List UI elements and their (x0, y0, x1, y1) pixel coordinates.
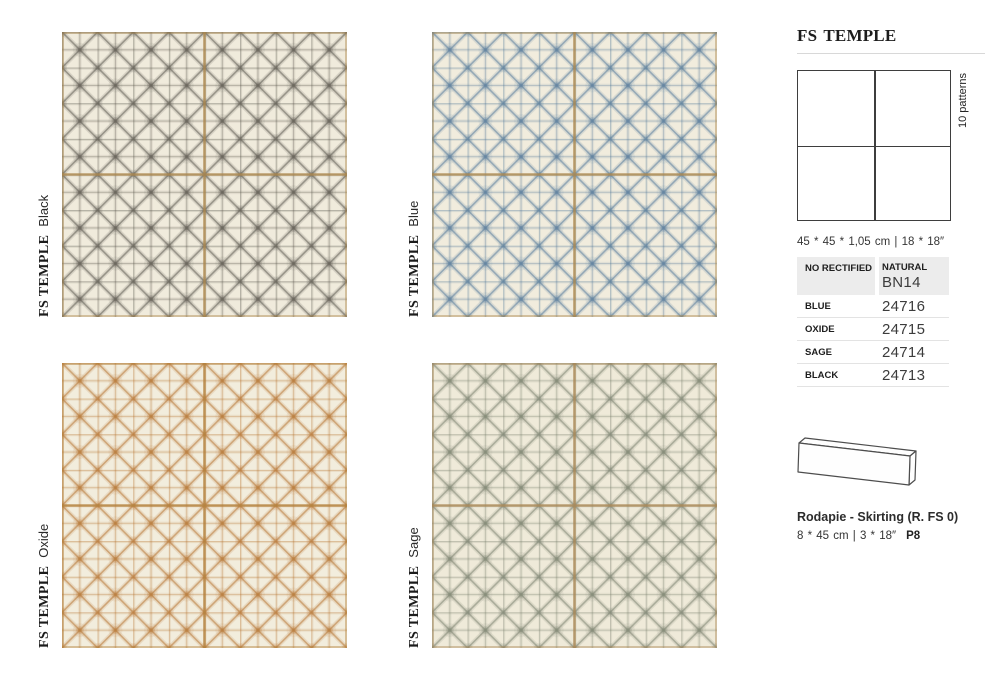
header-no-rectified: NO RECTIFIED (797, 257, 875, 295)
tile-brand: FS TEMPLE (407, 565, 422, 648)
tile-color-name: Sage (406, 527, 421, 558)
row-code: 24716 (882, 297, 926, 315)
natural-code: BN14 (882, 274, 921, 291)
table-row (797, 318, 949, 341)
tile-label-sage (406, 527, 422, 648)
skirting-size (797, 530, 989, 542)
tile-brand: FS TEMPLE (37, 234, 52, 317)
skirting-diagram (797, 432, 923, 492)
row-label: OXIDE (805, 323, 835, 335)
diagram-horizontal-line (798, 146, 950, 148)
row-label: BLACK (805, 369, 839, 381)
row-code: 24713 (882, 366, 926, 384)
row-label: SAGE (805, 346, 832, 358)
tile-pattern-svg (432, 363, 717, 648)
row-code: 24715 (882, 320, 926, 338)
page-title: FS TEMPLE (797, 26, 897, 45)
tile-format-diagram (797, 70, 951, 221)
tile-brand: FS TEMPLE (407, 234, 422, 317)
tile-image-sage (432, 363, 717, 648)
tile-size-label: 45 * 45 * 1,05 cm | 18 * 18″ (797, 236, 945, 248)
tile-color-name: Blue (406, 200, 421, 227)
tile-image-blue (432, 32, 717, 317)
format-section (797, 70, 987, 222)
header-natural (879, 257, 949, 295)
tile-label-blue (406, 201, 422, 317)
tile-swatch-black (36, 32, 347, 317)
table-row (797, 364, 949, 387)
table-row (797, 341, 949, 364)
tile-swatch-oxide (36, 363, 347, 648)
title-divider (797, 53, 985, 54)
tile-label-oxide (36, 524, 52, 648)
skirting-pack-code: P8 (906, 530, 921, 542)
finish-codes-table (797, 257, 949, 387)
table-row (797, 295, 949, 318)
tile-image-black (62, 32, 347, 317)
tile-label-black (36, 195, 52, 317)
tile-swatch-blue (406, 32, 717, 317)
row-code: 24714 (882, 343, 926, 361)
header-natural-label: NATURAL (882, 262, 928, 273)
row-label: BLUE (805, 300, 831, 312)
tile-color-name: Oxide (36, 523, 51, 558)
tile-color-name: Black (36, 194, 51, 227)
tile-image-oxide (62, 363, 347, 648)
skirting-title (797, 510, 989, 524)
skirting-name: Rodapie - Skirting (797, 510, 904, 524)
tile-pattern-svg (62, 32, 347, 317)
product-info-panel (797, 0, 989, 542)
tile-brand: FS TEMPLE (37, 565, 52, 648)
table-header-row (797, 257, 949, 295)
skirting-size-value: 8 * 45 cm | 3 * 18″ (797, 530, 897, 542)
tile-pattern-svg (432, 32, 717, 317)
tile-pattern-svg (62, 363, 347, 648)
skirting-ref: (R. FS 0) (907, 510, 959, 524)
patterns-count-label: 10 patterns (957, 72, 969, 128)
tile-swatch-sage (406, 363, 717, 648)
